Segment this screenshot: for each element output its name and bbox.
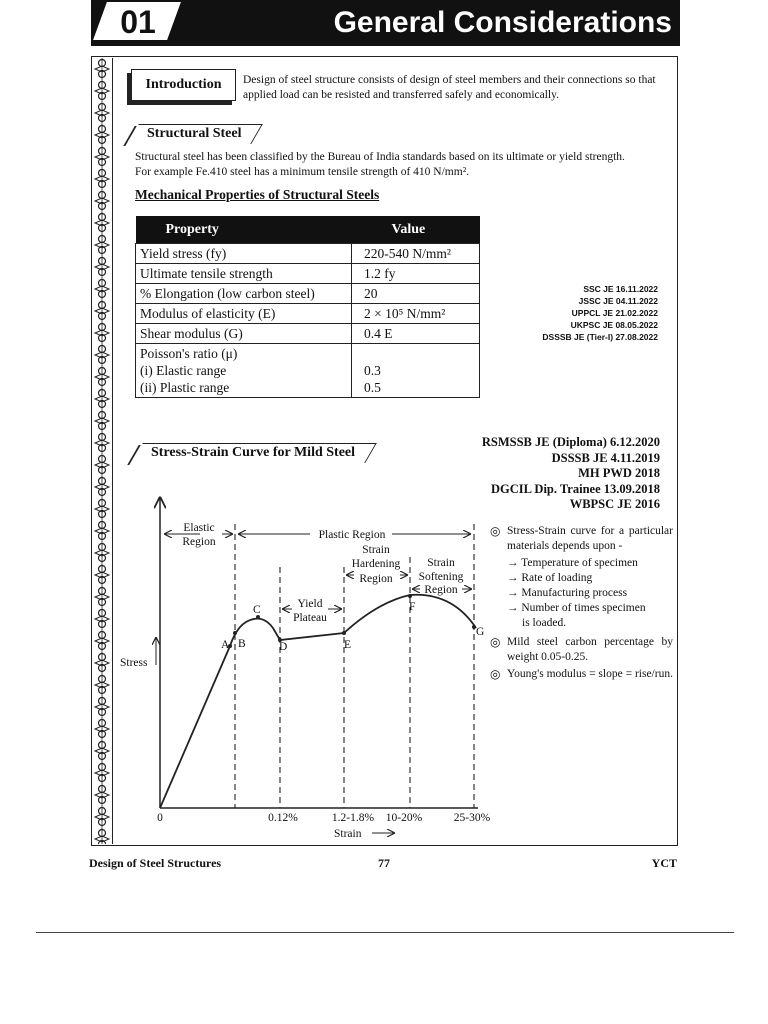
softening-label-1: Strain [427,557,455,569]
exam-reference: UKPSC JE 08.05.2022 [570,320,658,330]
poisson-label: Poisson's ratio (μ) [140,346,238,361]
value-column-header: Value [352,216,480,244]
factor-item: → Rate of loading [507,572,593,584]
poisson-elastic-label: (i) Elastic range [140,363,227,378]
hardening-label-1: Strain [362,544,390,556]
tick-label: 0 [157,812,163,824]
factor-item: → Number of times specimen [507,602,646,614]
exam-reference: WBPSC JE 2016 [569,497,660,511]
value-cell: 2 × 10⁵ N/mm² [352,304,480,324]
exam-reference: SSC JE 16.11.2022 [583,284,658,294]
tick-label: 1.2-1.8% [331,812,375,824]
note-item: ◎ Stress-Strain curve for a particular materials depends upon - [490,524,673,554]
property-cell: Yield stress (fy) [136,244,352,264]
footer-page-number: 77 [378,856,390,870]
mechanical-properties-heading: Mechanical Properties of Structural Steels [135,187,380,202]
hardening-label-2: Hardening [351,558,401,570]
exam-reference: DGCIL Dip. Trainee 13.09.2018 [491,481,660,496]
introduction-label: Introduction [131,69,236,101]
point-e-label: E [344,639,352,651]
exam-reference: JSSC JE 04.11.2022 [578,296,658,306]
stress-axis-label: Stress [120,657,148,669]
softening-label-2: Softening [418,571,464,583]
chapter-number: 01 [120,4,156,40]
exam-reference: DSSSB JE (Tier-I) 27.08.2022 [542,332,658,342]
property-cell: % Elongation (low carbon steel) [136,284,352,304]
point-f-label: F [409,601,416,613]
point-d-label: D [279,641,288,653]
softening-label-3: Region [424,584,458,596]
value-cell: 1.2 fy [352,264,480,284]
factor-item: → Temperature of specimen [507,557,638,569]
curve-notes [490,524,673,684]
poisson-elastic-value: 0.3 [364,363,381,378]
point-g-label: G [476,626,485,638]
chapter-title: General Considerations [333,6,672,39]
footer-publisher: YCT [651,856,677,870]
note-item: ◎ Young's modulus = slope = rise/run. [490,667,673,682]
yield-label-1: Yield [297,598,323,610]
poisson-plastic-value: 0.5 [364,380,381,395]
structural-steel-line-1: Structural steel has been classified by the Bureau of India standards based on its ultimate or yield strength. [135,151,625,163]
point-c-label: C [253,604,261,616]
property-cell: Ultimate tensile strength [136,264,352,284]
property-cell: Modulus of elasticity (E) [136,304,352,324]
tick-label: 25-30% [453,812,491,824]
factor-item-continued: is loaded. [522,617,567,629]
note-item: ◎ Mild steel carbon percentage by weight 0.05-0.25. [490,635,673,665]
exam-reference: DSSSB JE 4.11.2019 [551,450,660,465]
plastic-region-label: Plastic Region [318,529,386,541]
value-cell: 20 [352,284,480,304]
tick-label: 0.12% [268,812,298,824]
value-cell: 220-540 N/mm² [352,244,480,264]
yield-label-2: Plateau [293,612,327,624]
point-a-label: A [221,639,230,651]
elastic-label-1: Elastic [183,522,215,534]
footer-book-title: Design of Steel Structures [89,856,222,870]
exam-reference: UPPCL JE 21.02.2022 [571,308,658,318]
elastic-label-2: Region [182,536,216,548]
value-cell: 0.4 E [352,324,480,344]
structural-steel-line-2: For example Fe.410 steel has a minimum tensile strength of 410 N/mm². [135,166,470,178]
poisson-plastic-label: (ii) Plastic range [140,380,230,395]
stress-strain-heading: Stress-Strain Curve for Mild Steel [137,443,371,463]
introduction-text: Design of steel structure consists of design of steel members and their connections so that applied load can be resisted and transferred safely and economically. [243,74,656,101]
property-column-header: Property [136,216,352,244]
stress-strain-curve [160,595,476,808]
tick-label: 10-20% [385,812,423,824]
point-b-label: B [238,638,246,650]
exam-reference: RSMSSB JE (Diploma) 6.12.2020 [481,435,660,449]
property-cell: Shear modulus (G) [136,324,352,344]
bottom-divider [36,932,734,933]
structural-steel-heading: Structural Steel [133,124,257,144]
strain-axis-label: Strain [334,828,362,840]
exam-reference: MH PWD 2018 [578,466,660,480]
hardening-label-3: Region [359,573,393,585]
factor-item: → Manufacturing process [507,587,628,599]
